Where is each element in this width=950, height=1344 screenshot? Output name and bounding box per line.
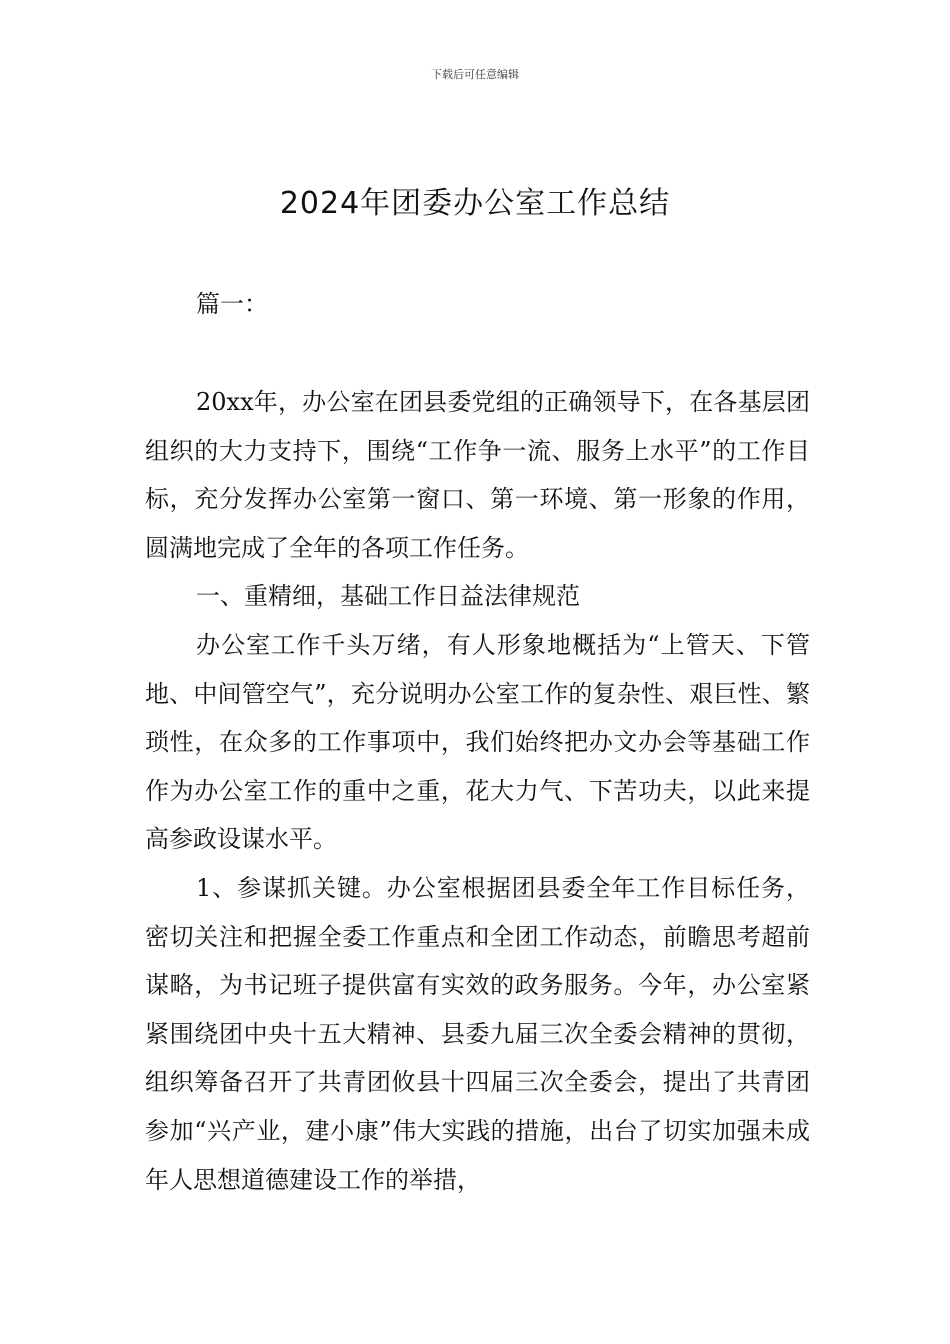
paragraph-intro: 20xx年，办公室在团县委党组的正确领导下，在各基层团组织的大力支持下，围绕“工作争一流、服务上水平”的工作目标，充分发挥办公室第一窗口、第一环境、第一形象的作用，圆满地完成了全年的各项工作任务。	[145, 388, 810, 562]
paragraph-heading-1: 一、重精细，基础工作日益法律规范	[196, 582, 580, 611]
section-label: 篇一：	[196, 290, 268, 318]
paragraph-office-work: 办公室工作千头万绪，有人形象地概括为“上管天、下管地、中间管空气”，充分说明办公室工作的复杂性、艰巨性、繁琐性，在众多的工作事项中，我们始终把办文办会等基础工作作为办公室工作的重中之重，花大力气、下苦功夫，以此来提高参政设谋水平。	[145, 630, 810, 854]
document-title: 2024年团委办公室工作总结	[279, 186, 671, 221]
document-body	[145, 378, 810, 1204]
paragraph-item-1: 1、参谋抓关键。办公室根据团县委全年工作目标任务，密切关注和把握全委工作重点和全团工作动态，前瞻思考超前谋略，为书记班子提供富有实效的政务服务。今年，办公室紧紧围绕团中央十五大精神、县委九届三次全委会精神的贯彻，组织筹备召开了共青团攸县十四届三次全委会，提出了共青团参加“兴产业，建小康”伟大实践的措施，出台了切实加强未成年人思想道德建设工作的举措，	[145, 873, 810, 1194]
header-note: 下载后可任意编辑	[431, 68, 519, 81]
